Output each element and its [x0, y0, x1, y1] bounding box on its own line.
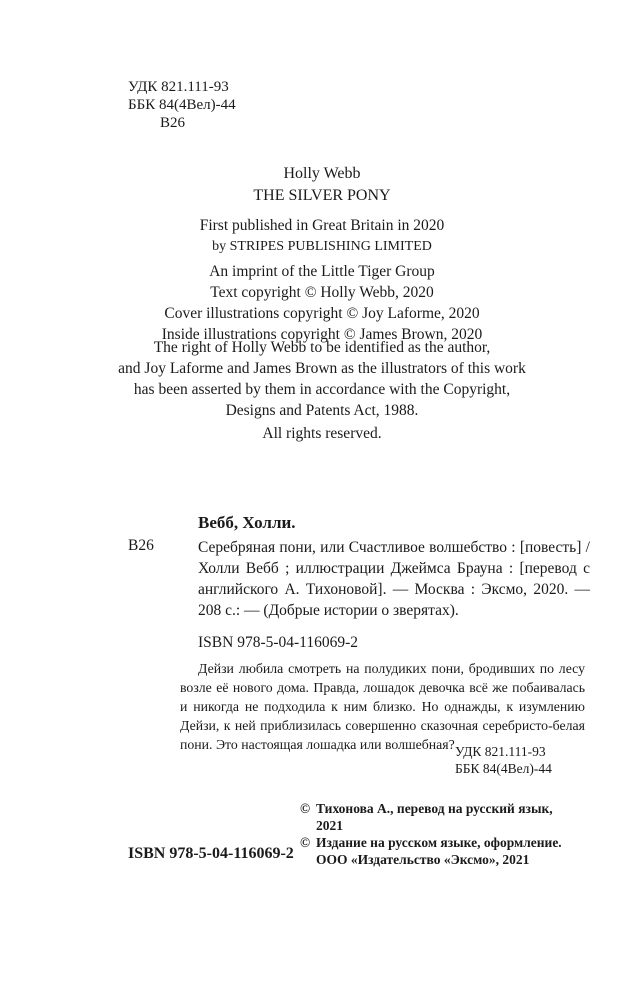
catalog-isbn: ISBN 978-5-04-116069-2 [198, 634, 359, 651]
udk-code: УДК 821.111-93 [128, 79, 229, 95]
edition-copyright [300, 834, 600, 851]
publication-line: First published in Great Britain in 2020 [199, 217, 445, 234]
catalog-shelf-code: В26 [128, 537, 154, 554]
classification-codes [128, 78, 236, 132]
catalog-description: Серебряная пони, или Счастливое волшебство : [повесть] / Холли Вебб ; иллюстрации Джеймса Брауна : [перевод с английского А. Тихоновой]. — Москва : Эксмо, 2020. — 208 с.: — (Добрые истории о зверятах). [198, 539, 590, 619]
rights-line: and Joy Laforme and James Brown as the illustrators of this work [118, 360, 526, 377]
copyright-text: Тихонова А., перевод на русский язык, [316, 801, 553, 816]
copyright-symbol: © [300, 835, 311, 850]
rights-line: The right of Holly Webb to be identified as the author, [153, 339, 491, 356]
original-author: Holly Webb [283, 165, 361, 182]
copyright-symbol: © [300, 801, 311, 816]
rights-line: has been asserted by them in accordance with the Copyright, [133, 381, 511, 398]
publication-line: Text copyright © Holly Webb, 2020 [210, 284, 434, 301]
original-title: THE SILVER PONY [253, 187, 391, 204]
publication-line: An imprint of the Little Tiger Group [209, 263, 435, 280]
rights-statement [0, 337, 644, 444]
copyright-notices [300, 800, 600, 868]
publication-line: Inside illustrations copyright © James Brown, 2020 [161, 326, 483, 343]
isbn-footer: ISBN 978-5-04-116069-2 [128, 845, 294, 862]
catalog-author-heading: Вебб, Холли. [198, 513, 296, 532]
publication-line: Cover illustrations copyright © Joy Laforme, 2020 [164, 305, 480, 322]
copyright-text: Издание на русском языке, оформление. [316, 835, 562, 850]
udk-code: УДК 821.111-93 [455, 744, 546, 759]
classification-codes-right [455, 743, 552, 777]
bbk-code: ББК 84(4Вел)-44 [128, 97, 236, 113]
original-title-block [0, 163, 644, 207]
publication-info [0, 215, 644, 345]
rights-line: All rights reserved. [262, 425, 382, 442]
translation-copyright [300, 800, 600, 817]
author-mark: В26 [160, 115, 186, 131]
publication-line: by STRIPES PUBLISHING LIMITED [212, 239, 432, 254]
bbk-code: ББК 84(4Вел)-44 [455, 761, 552, 776]
annotation-text: Дейзи любила смотреть на полудиких пони, бродивших по лесу возле её нового дома. Правда, лошадок девочка всё же побаивалась и никогда не подходила к ним близко. Но однажды, к изумлению Дейзи, к ней приблизилась совершенно сказочная серебристо-белая пони. Это настоящая лошадка или волшебная? [180, 661, 585, 752]
copyright-text: ООО «Издательство «Эксмо», 2021 [316, 852, 530, 867]
rights-line: Designs and Patents Act, 1988. [225, 402, 419, 419]
copyright-text: 2021 [316, 818, 343, 833]
